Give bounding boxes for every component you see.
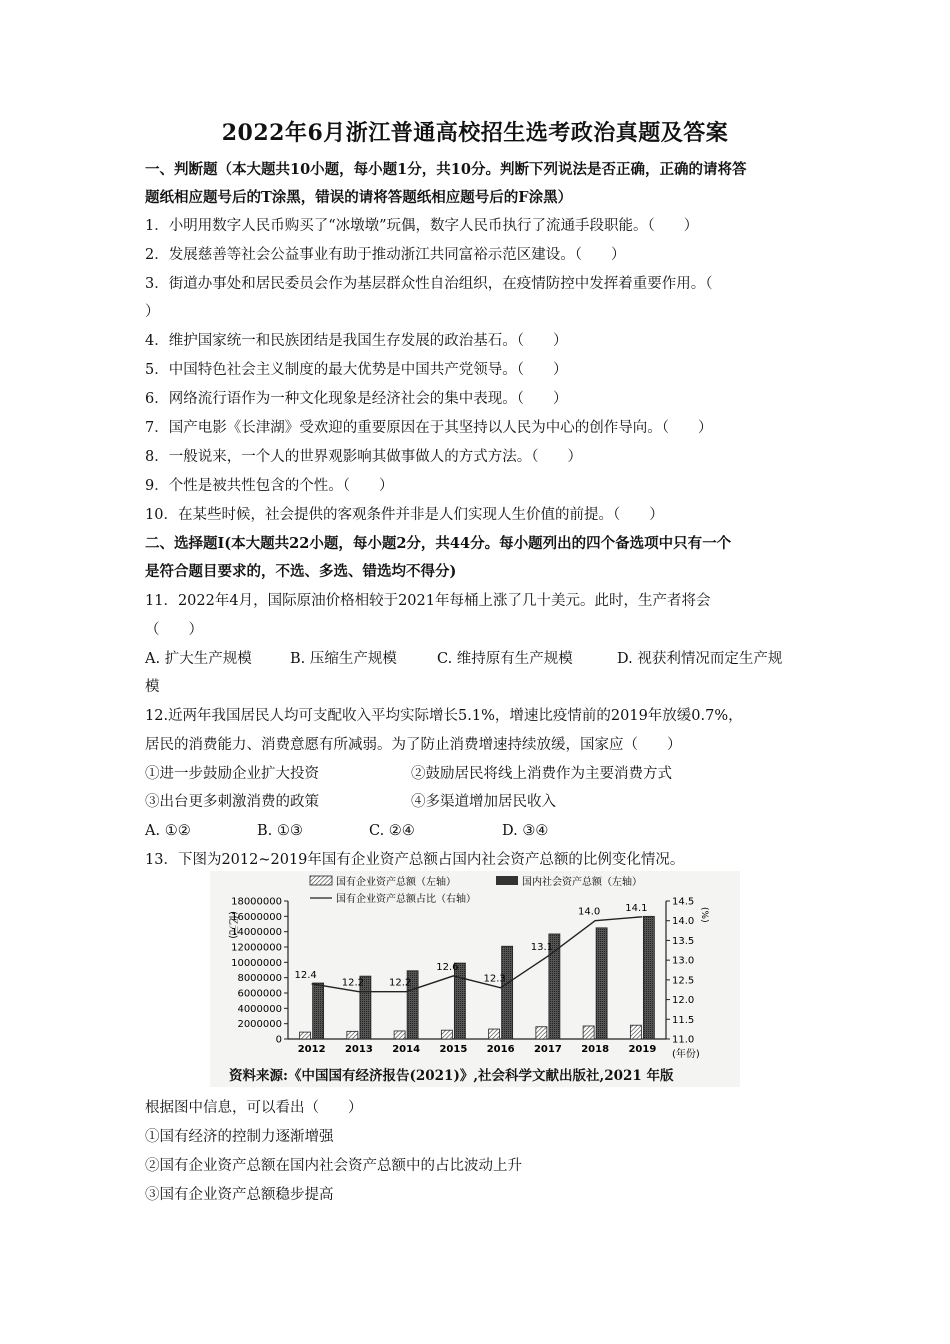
left-tick-label: 16000000 [231, 911, 282, 923]
section1-header-cont: 题纸相应题号后的T涂黑，错误的请将答题纸相应题号后的F涂黑） [145, 189, 573, 206]
question-12-cont: 居民的消费能力、消费意愿有所减弱。为了防止消费增速持续放缓，国家应（ ） [145, 737, 682, 753]
option-d: D. ③④ [502, 823, 549, 839]
question-4: 4．维护国家统一和民族团结是我国生存发展的政治基石。（ ） [145, 333, 568, 349]
question-10: 10．在某些时候，社会提供的客观条件并非是人们实现人生价值的前提。（ ） [145, 507, 664, 523]
question-12: 12.近两年我国居民人均可支配收入平均实际增长5.1%，增速比疫情前的2019年放缓0.7%， [145, 708, 743, 724]
left-axis-label: (亿元) [227, 911, 238, 939]
bar-soe-assets [489, 1029, 500, 1039]
ratio-data-label: 13.1 [530, 942, 554, 954]
legend-label-total: 国内社会资产总额（左轴） [522, 877, 642, 888]
question-3: 3．街道办事处和居民委员会作为基层群众性自治组织，在疫情防控中发挥着重要作用。（ [145, 276, 713, 292]
left-tick-label: 12000000 [231, 942, 282, 954]
right-tick-label: 12.5 [672, 975, 695, 987]
ratio-data-label: 12.2 [341, 977, 365, 989]
bar-total-assets [502, 946, 513, 1039]
question-1: 1．小明用数字人民币购买了“冰墩墩”玩偶，数字人民币执行了流通手段职能。（ ） [145, 218, 699, 234]
bar-total-assets [313, 983, 324, 1039]
question-7: 7．国产电影《长津湖》受欢迎的重要原因在于其坚持以人民为中心的创作导向。（ ） [145, 420, 713, 436]
bar-total-assets [643, 916, 654, 1039]
question-2: 2．发展慈善等社会公益事业有助于推动浙江共同富裕示范区建设。（ ） [145, 247, 626, 263]
section2-header: 二、选择题Ⅰ(本大题共22小题，每小题2分，共44分。每小题列出的四个备选项中只有一个 [145, 535, 732, 552]
bar-soe-assets [300, 1032, 311, 1039]
x-tick-label: 2012 [297, 1044, 326, 1055]
ratio-data-label: 12.4 [294, 969, 317, 981]
x-tick-label: 2013 [344, 1044, 373, 1055]
left-tick-label: 6000000 [237, 988, 282, 1000]
right-tick-label: 14.0 [672, 916, 695, 928]
left-tick-label: 2000000 [237, 1019, 282, 1031]
question-11-options [145, 649, 810, 669]
option-c: C. 维持原有生产规模 [437, 651, 573, 667]
x-tick-label: 2014 [392, 1044, 421, 1055]
left-tick-label: 18000000 [231, 896, 282, 908]
right-axis-label: (%) [699, 907, 709, 923]
section1-header: 一、判断题（本大题共10小题，每小题1分，共10分。判断下列说法是否正确，正确的请将答 [145, 161, 747, 178]
bar-soe-assets [394, 1031, 405, 1039]
statement-4: ④多渠道增加居民收入 [411, 794, 556, 810]
right-tick-label: 12.0 [672, 995, 695, 1007]
option-b: B. 压缩生产规模 [290, 651, 397, 667]
left-tick-label: 10000000 [231, 957, 282, 969]
right-tick-label: 13.5 [672, 935, 695, 947]
asset-ratio-chart [210, 871, 740, 1087]
section2-header-cont: 是符合题目要求的，不选、多选、错选均不得分) [145, 563, 457, 580]
bar-total-assets [596, 928, 607, 1039]
statement-3: ③国有企业资产总额稳步提高 [145, 1187, 334, 1203]
bar-soe-assets [583, 1026, 594, 1039]
left-tick-label: 4000000 [237, 1003, 282, 1015]
statement-1: ①进一步鼓励企业扩大投资 [145, 766, 319, 782]
question-3-cont: ） [145, 304, 160, 320]
ratio-data-label: 12.2 [388, 977, 412, 989]
question-12-options [145, 821, 810, 841]
x-tick-label: 2016 [486, 1044, 515, 1055]
option-c: C. ②④ [369, 823, 415, 839]
ratio-data-label: 14.0 [577, 906, 601, 918]
legend-label-soe: 国有企业资产总额（左轴） [336, 877, 456, 888]
question-5: 5．中国特色社会主义制度的最大优势是中国共产党领导。（ ） [145, 362, 568, 378]
statement-1: ①国有经济的控制力逐渐增强 [145, 1129, 334, 1145]
question-12-items-row2 [145, 792, 810, 812]
question-11: 11．2022年4月，国际原油价格相较于2021年每桶上涨了几十美元。此时，生产者将会 [145, 593, 711, 609]
statement-3: ③出台更多刺激消费的政策 [145, 794, 319, 810]
chart-source-note: 资料来源:《中国国有经济报告(2021)》,社会科学文献出版社,2021 年版 [229, 1068, 674, 1084]
statement-2: ②国有企业资产总额在国内社会资产总额中的占比波动上升 [145, 1158, 522, 1174]
ratio-data-label: 12.6 [436, 961, 459, 973]
left-tick-label: 0 [275, 1034, 282, 1046]
option-a: A. ①② [145, 823, 191, 839]
right-tick-label: 14.5 [672, 896, 695, 908]
page-title: 2022年6月浙江普通高校招生选考政治真题及答案 [221, 120, 729, 146]
legend-swatch-total [496, 876, 518, 885]
x-tick-label: 2018 [581, 1044, 610, 1055]
x-tick-label: 2017 [533, 1044, 562, 1055]
question-11-option-wrap: 模 [145, 679, 160, 695]
option-b: B. ①③ [257, 823, 303, 839]
chart-svg [210, 871, 740, 1087]
question-13-stem: 根据图中信息，可以看出（ ） [145, 1100, 363, 1116]
question-6: 6．网络流行语作为一种文化现象是经济社会的集中表现。（ ） [145, 391, 568, 407]
option-d: D. 视获利情况而定生产规 [617, 651, 783, 667]
legend-label-ratio: 国有企业资产总额占比（右轴） [336, 894, 476, 905]
right-tick-label: 13.0 [672, 955, 695, 967]
legend-swatch-soe [310, 876, 332, 885]
statement-2: ②鼓励居民将线上消费作为主要消费方式 [411, 766, 672, 782]
option-a: A. 扩大生产规模 [145, 651, 252, 667]
right-tick-label: 11.0 [672, 1034, 695, 1046]
question-8: 8．一般说来，一个人的世界观影响其做事做人的方式方法。（ ） [145, 449, 582, 465]
question-13: 13．下图为2012~2019年国有企业资产总额占国内社会资产总额的比例变化情况。 [145, 852, 685, 868]
ratio-data-label: 12.3 [483, 973, 506, 985]
left-tick-label: 8000000 [237, 973, 282, 985]
bar-soe-assets [441, 1030, 452, 1039]
x-tick-label: 2019 [628, 1044, 657, 1055]
bar-total-assets [454, 963, 465, 1039]
left-tick-label: 14000000 [231, 927, 282, 939]
bar-soe-assets [536, 1027, 547, 1039]
x-axis-label: (年份) [672, 1049, 700, 1060]
ratio-data-label: 14.1 [625, 902, 648, 914]
bar-soe-assets [630, 1025, 641, 1039]
question-11-cont: （ ） [145, 622, 203, 638]
right-tick-label: 11.5 [672, 1014, 695, 1026]
bar-soe-assets [347, 1031, 358, 1039]
question-12-items-row1 [145, 764, 810, 784]
question-9: 9．个性是被共性包含的个性。（ ） [145, 478, 394, 494]
x-tick-label: 2015 [439, 1044, 468, 1055]
